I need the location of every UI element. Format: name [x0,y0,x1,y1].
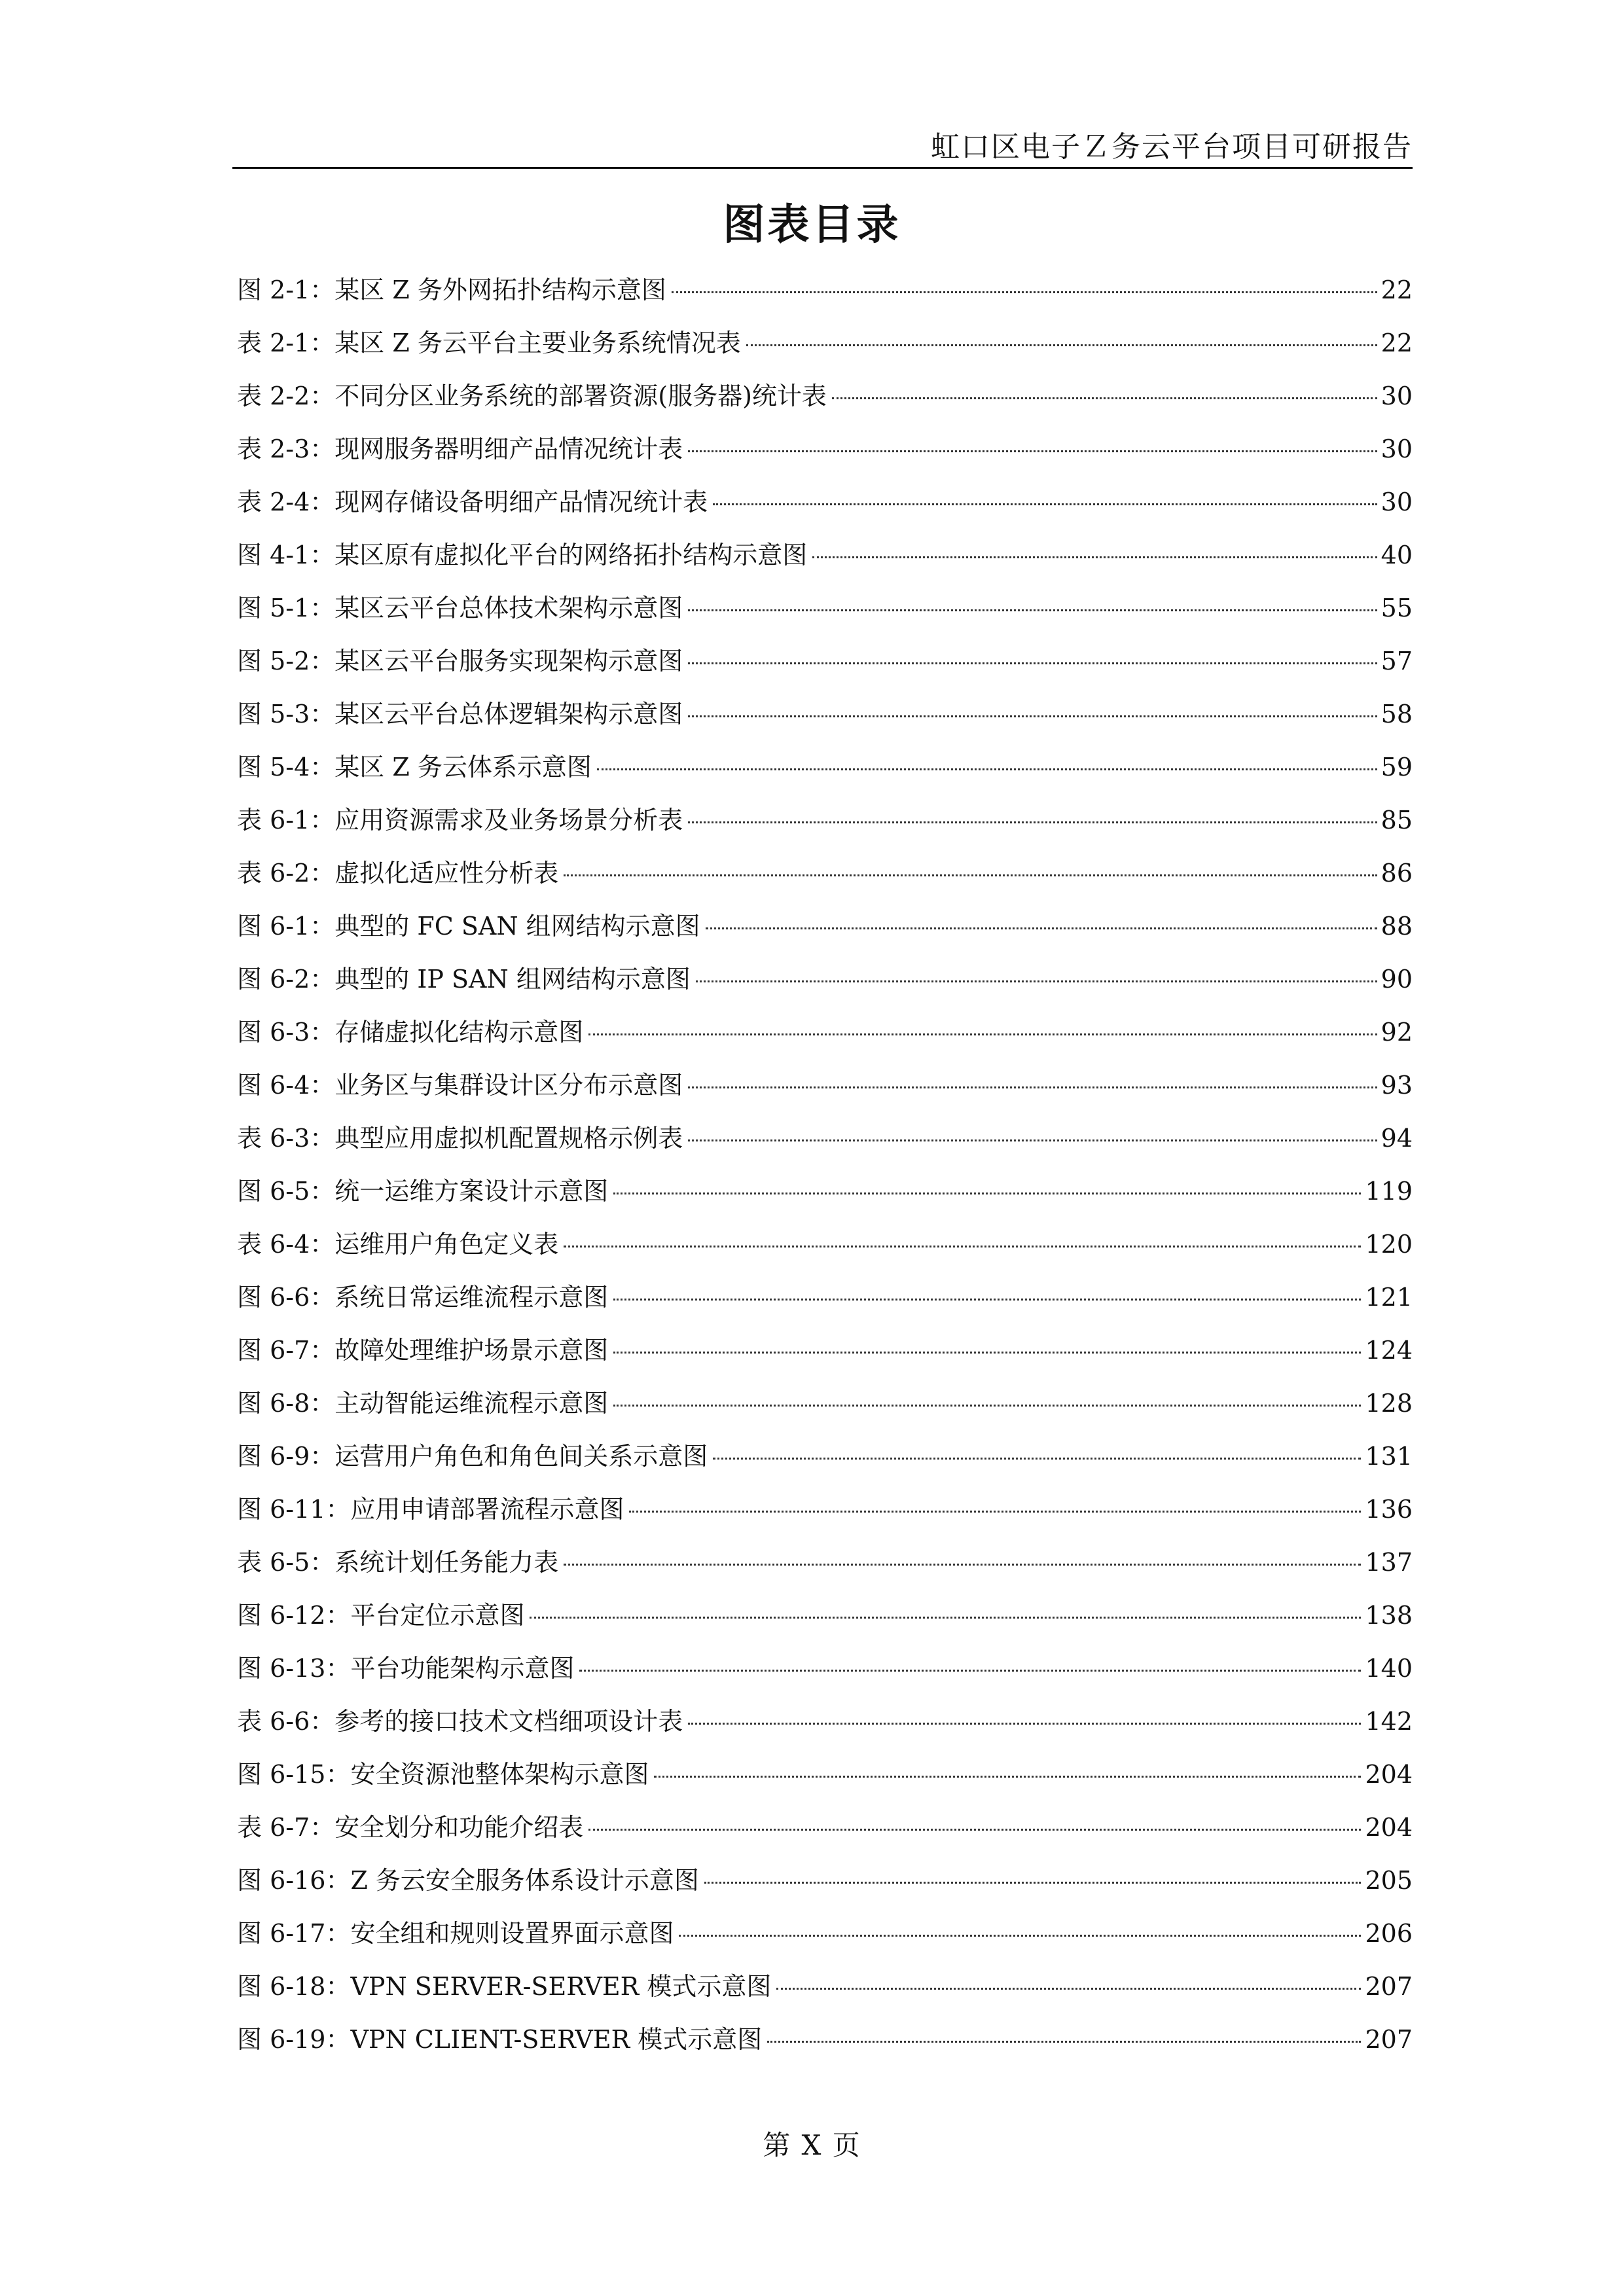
toc-entry-page[interactable]: 136 [1365,1495,1413,1524]
toc-entry[interactable] [237,1913,1413,1966]
toc-dot-leader [613,1352,1361,1354]
toc-entry[interactable] [237,1648,1413,1701]
toc-list [237,270,1413,2072]
toc-dot-leader [564,874,1377,876]
toc-entry-page[interactable]: 138 [1365,1601,1413,1630]
toc-entry-page[interactable]: 124 [1365,1336,1413,1365]
toc-dot-leader [688,1723,1361,1725]
toc-entry-page[interactable]: 22 [1380,276,1413,304]
toc-entry-page[interactable]: 206 [1365,1919,1413,1948]
toc-entry-label[interactable]: 图 6-16：Z 务云安全服务体系设计示意图 [237,1866,699,1895]
toc-entry-label[interactable]: 图 6-9：运营用户角色和角色间关系示意图 [237,1442,708,1471]
toc-entry[interactable] [237,1330,1413,1383]
toc-entry-label[interactable]: 图 2-1：某区 Z 务外网拓扑结构示意图 [237,276,666,304]
toc-entry[interactable] [237,323,1413,376]
toc-entry[interactable] [237,1277,1413,1330]
toc-entry-label[interactable]: 图 6-2：典型的 IP SAN 组网结构示意图 [237,965,691,994]
toc-entry-label[interactable]: 图 5-2：某区云平台服务实现架构示意图 [237,647,683,675]
page-number-footer: 第 X 页 [763,2129,861,2161]
toc-entry[interactable] [237,747,1413,800]
toc-entry-page[interactable]: 85 [1380,806,1413,834]
toc-dot-leader [688,1086,1377,1088]
toc-entry[interactable] [237,588,1413,641]
toc-dot-leader [679,1935,1361,1937]
toc-entry[interactable] [237,694,1413,747]
toc-entry-label[interactable]: 图 5-3：某区云平台总体逻辑架构示意图 [237,700,683,728]
toc-entry[interactable] [237,1966,1413,2019]
toc-entry[interactable] [237,959,1413,1012]
toc-entry-label[interactable]: 表 6-7：安全划分和功能介绍表 [237,1813,584,1842]
toc-dot-leader [832,397,1377,399]
toc-dot-leader [746,344,1377,346]
toc-dot-leader [696,980,1377,982]
toc-dot-leader [688,662,1377,664]
toc-entry[interactable] [237,1860,1413,1913]
toc-entry[interactable] [237,1542,1413,1595]
toc-entry[interactable] [237,535,1413,588]
toc-entry-page[interactable]: 92 [1380,1018,1413,1047]
toc-entry-label[interactable]: 图 6-5：统一运维方案设计示意图 [237,1177,609,1206]
toc-entry-label[interactable]: 图 6-8：主动智能运维流程示意图 [237,1389,609,1418]
toc-entry[interactable] [237,1436,1413,1489]
toc-dot-leader [629,1511,1361,1513]
toc-entry-page[interactable]: 204 [1365,1813,1413,1842]
toc-dot-leader [704,1882,1362,1884]
toc-entry-label[interactable]: 图 6-17：安全组和规则设置界面示意图 [237,1919,674,1948]
toc-entry-page[interactable]: 128 [1365,1389,1413,1418]
toc-entry-label[interactable]: 表 2-1：某区 Z 务云平台主要业务系统情况表 [237,329,741,357]
toc-entry[interactable] [237,641,1413,694]
toc-entry-label[interactable]: 图 6-13：平台功能架构示意图 [237,1654,575,1683]
toc-entry[interactable] [237,376,1413,429]
toc-dot-leader [613,1193,1361,1194]
toc-entry-page[interactable]: 140 [1365,1654,1413,1683]
toc-entry-label[interactable]: 表 6-1：应用资源需求及业务场景分析表 [237,806,683,834]
toc-entry-page[interactable]: 22 [1380,329,1413,357]
toc-dot-leader [564,1246,1361,1247]
toc-entry-page[interactable]: 93 [1380,1071,1413,1100]
toc-entry-label[interactable]: 图 6-12：平台定位示意图 [237,1601,525,1630]
toc-entry-page[interactable]: 142 [1365,1707,1413,1736]
toc-entry-label[interactable]: 图 5-1：某区云平台总体技术架构示意图 [237,594,683,622]
toc-entry[interactable] [237,1012,1413,1065]
toc-entry-label[interactable]: 图 6-11：应用申请部署流程示意图 [237,1495,624,1524]
toc-entry[interactable] [237,1383,1413,1436]
toc-dot-leader [588,1829,1361,1831]
toc-entry-label[interactable]: 图 6-4：业务区与集群设计区分布示意图 [237,1071,683,1100]
toc-entry[interactable] [237,1118,1413,1171]
toc-dot-leader [613,1405,1361,1407]
toc-entry-page[interactable]: 207 [1365,2025,1413,2054]
toc-entry-page[interactable]: 30 [1380,488,1413,516]
toc-heading: 图表目录 [723,200,901,249]
toc-dot-leader [672,291,1377,293]
toc-entry-page[interactable]: 207 [1365,1972,1413,2001]
toc-entry-label[interactable]: 图 6-3：存储虚拟化结构示意图 [237,1018,584,1047]
toc-entry[interactable] [237,1701,1413,1754]
toc-dot-leader [688,1139,1377,1141]
toc-dot-leader [613,1299,1361,1300]
toc-entry-page[interactable]: 86 [1380,859,1413,888]
toc-entry-page[interactable]: 204 [1365,1760,1413,1789]
toc-entry-page[interactable]: 88 [1380,912,1413,941]
toc-entry-label[interactable]: 图 6-19：VPN CLIENT-SERVER 模式示意图 [237,2025,763,2054]
toc-entry-label[interactable]: 图 6-7：故障处理维护场景示意图 [237,1336,609,1365]
toc-dot-leader [713,1458,1361,1460]
toc-dot-leader [688,821,1377,823]
toc-entry-page[interactable]: 57 [1380,647,1413,675]
toc-entry[interactable] [237,1489,1413,1542]
toc-entry[interactable] [237,1065,1413,1118]
toc-dot-leader [767,2041,1361,2043]
toc-entry-label[interactable]: 表 6-5：系统计划任务能力表 [237,1548,559,1577]
toc-entry-page[interactable]: 59 [1380,753,1413,781]
toc-entry-page[interactable]: 205 [1365,1866,1413,1895]
toc-dot-leader [812,556,1377,558]
toc-entry[interactable] [237,906,1413,959]
toc-entry[interactable] [237,482,1413,535]
toc-entry-label[interactable]: 表 6-4：运维用户角色定义表 [237,1230,559,1259]
toc-entry-label[interactable]: 图 4-1：某区原有虚拟化平台的网络拓扑结构示意图 [237,541,808,569]
toc-entry[interactable] [237,1224,1413,1277]
toc-dot-leader [579,1670,1361,1672]
toc-dot-leader [597,768,1377,770]
toc-entry-page[interactable]: 120 [1365,1230,1413,1259]
toc-entry-page[interactable]: 30 [1380,382,1413,410]
toc-entry-page[interactable]: 119 [1365,1177,1413,1206]
toc-entry[interactable] [237,800,1413,853]
toc-entry[interactable] [237,2019,1413,2072]
toc-entry-page[interactable]: 30 [1380,435,1413,463]
toc-entry[interactable] [237,270,1413,323]
toc-entry[interactable] [237,429,1413,482]
toc-entry-page[interactable]: 121 [1365,1283,1413,1312]
toc-entry[interactable] [237,1807,1413,1860]
toc-dot-leader [776,1988,1361,1990]
toc-entry-label[interactable]: 图 6-6：系统日常运维流程示意图 [237,1283,609,1312]
toc-dot-leader [530,1617,1361,1619]
toc-entry[interactable] [237,1754,1413,1807]
toc-dot-leader [564,1564,1361,1566]
toc-entry[interactable] [237,853,1413,906]
toc-entry-page[interactable]: 58 [1380,700,1413,728]
header-divider [232,167,1413,169]
toc-entry-label[interactable]: 表 6-3：典型应用虚拟机配置规格示例表 [237,1124,683,1153]
toc-entry[interactable] [237,1171,1413,1224]
toc-entry-page[interactable]: 131 [1365,1442,1413,1471]
toc-entry-label[interactable]: 图 5-4：某区 Z 务云体系示意图 [237,753,592,781]
toc-entry-label[interactable]: 表 6-6：参考的接口技术文档细项设计表 [237,1707,683,1736]
toc-entry[interactable] [237,1595,1413,1648]
toc-entry-label[interactable]: 表 6-2：虚拟化适应性分析表 [237,859,559,888]
toc-dot-leader [706,927,1377,929]
running-header-title: 虹口区电子Ｚ务云平台项目可研报告 [931,130,1413,164]
toc-entry-page[interactable]: 40 [1380,541,1413,569]
toc-entry-label[interactable]: 图 6-18：VPN SERVER-SERVER 模式示意图 [237,1972,772,2001]
toc-dot-leader [588,1033,1377,1035]
toc-entry-page[interactable]: 94 [1380,1124,1413,1153]
toc-dot-leader [688,450,1377,452]
toc-entry-label[interactable]: 表 2-3：现网服务器明细产品情况统计表 [237,435,683,463]
toc-dot-leader [654,1776,1361,1778]
toc-entry-page[interactable]: 55 [1380,594,1413,622]
toc-dot-leader [688,715,1377,717]
toc-entry-label[interactable]: 图 6-1：典型的 FC SAN 组网结构示意图 [237,912,700,941]
toc-entry-page[interactable]: 90 [1380,965,1413,994]
toc-dot-leader [688,609,1377,611]
toc-dot-leader [713,503,1377,505]
toc-entry-label[interactable]: 表 2-4：现网存储设备明细产品情况统计表 [237,488,708,516]
toc-entry-label[interactable]: 图 6-15：安全资源池整体架构示意图 [237,1760,649,1789]
toc-entry-page[interactable]: 137 [1365,1548,1413,1577]
toc-entry-label[interactable]: 表 2-2：不同分区业务系统的部署资源(服务器)统计表 [237,382,827,410]
